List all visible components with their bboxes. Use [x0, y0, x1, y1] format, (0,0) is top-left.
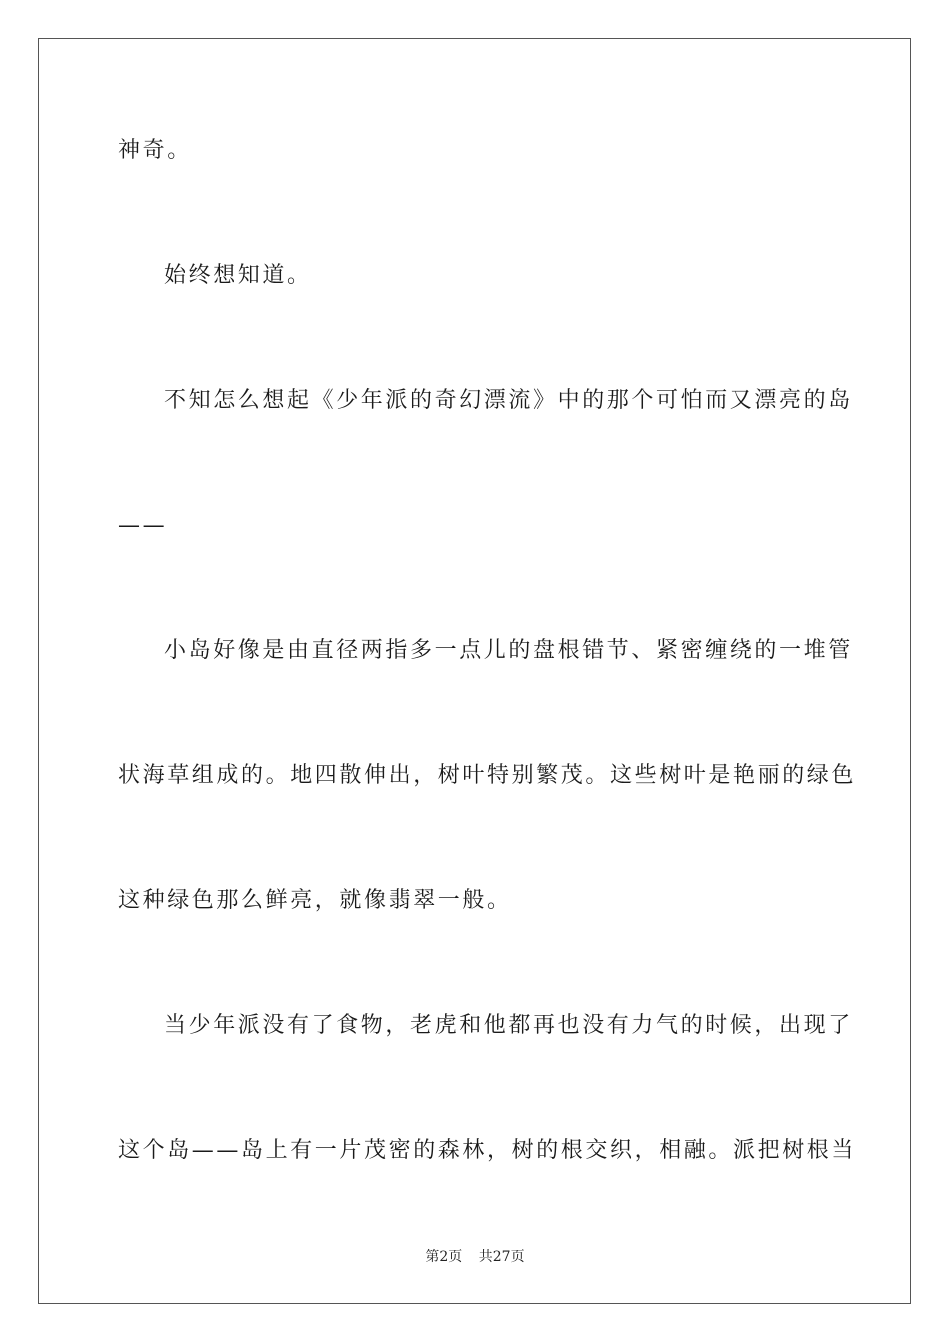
text-line-1: 神奇。 [118, 138, 192, 163]
page-number-total: 共27页 [478, 1249, 525, 1265]
text-line-9: 这个岛——岛上有一片茂密的森林，树的根交织，相融。派把树根当 [118, 1138, 857, 1163]
text-line-4: —— [118, 513, 168, 538]
text-line-8: 当少年派没有了食物，老虎和他都再也没有力气的时候，出现了 [164, 1013, 853, 1038]
text-line-7: 这种绿色那么鲜亮，就像翡翠一般。 [118, 888, 512, 913]
text-line-3: 不知怎么想起《少年派的奇幻漂流》中的那个可怕而又漂亮的岛 [164, 388, 853, 413]
page-border [38, 38, 911, 1304]
page-number-current: 第2页 [425, 1249, 463, 1265]
text-line-2: 始终想知道。 [164, 263, 312, 288]
text-line-6: 状海草组成的。地四散伸出，树叶特别繁茂。这些树叶是艳丽的绿色 [118, 763, 857, 788]
text-line-5: 小岛好像是由直径两指多一点儿的盘根错节、紧密缠绕的一堆管 [164, 638, 853, 663]
page-footer [0, 1246, 950, 1266]
